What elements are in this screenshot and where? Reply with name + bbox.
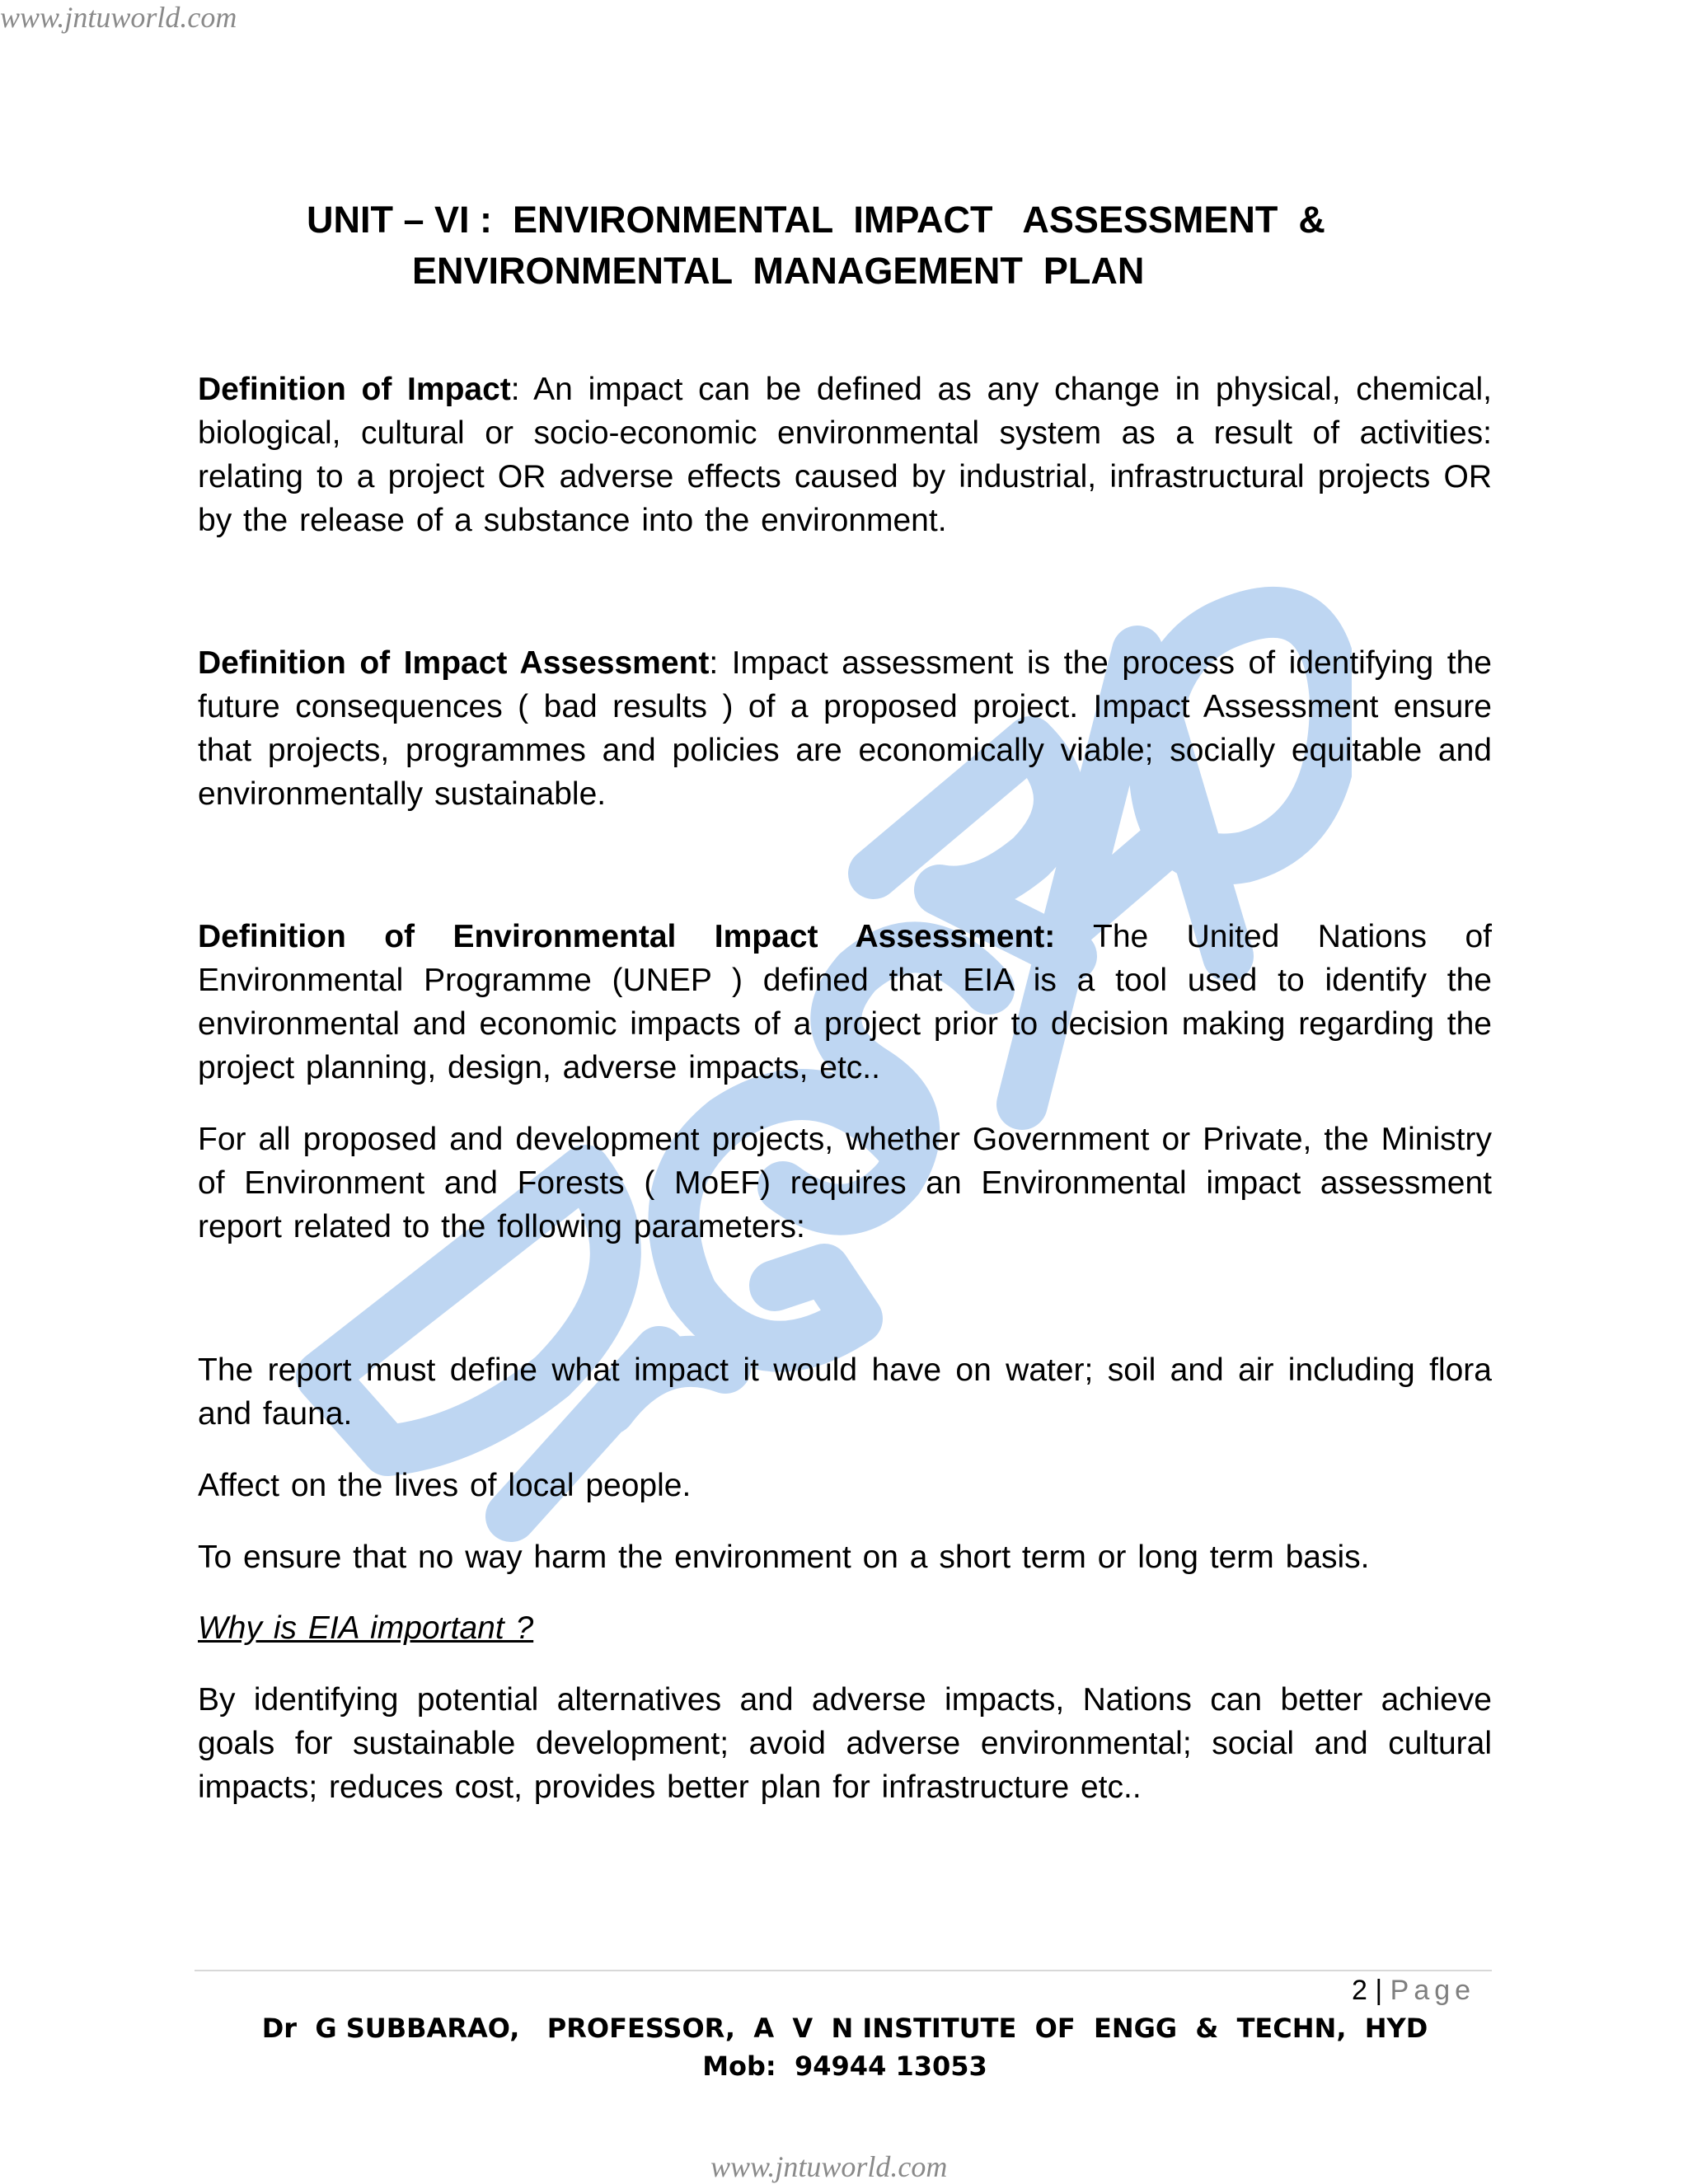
footer-mobile: Mob: 94944 13053 (702, 2050, 987, 2082)
site-watermark-bottom: www.jntuworld.com (710, 2150, 948, 2183)
footer-author: Dr G SUBBARAO, PROFESSOR, A V N INSTITUTE OF ENGG & TECHN, HYD (261, 2013, 1428, 2044)
definition-impact-label: Definition of Impact (198, 372, 511, 407)
why-eia-paragraph: By identifying potential alternatives and adverse impacts, Nations can better achieve goals for sustainable development; avoid adverse environmental; social and cultural impacts; reduces cost, provides better plan for infrastructure etc.. (198, 1682, 1492, 1805)
why-eia-heading-text: Why is EIA important ? (198, 1610, 534, 1646)
definition-eia (198, 915, 1492, 1090)
definition-impact-assessment-label: Definition of Impact Assessment (198, 645, 710, 681)
moef-requirement: For all proposed and development projects, whether Government or Private, the Ministry of Environment and Forests ( MoEF) requires an Environmental impact assessment report related to the following parameters: (198, 1122, 1492, 1244)
definition-impact (198, 368, 1492, 542)
no-harm-item: To ensure that no way harm the environment on a short term or long term basis. (198, 1540, 1370, 1575)
definition-eia-label: Definition of Environmental Impact Assessment: (198, 919, 1056, 954)
definition-eia-text: The United Nations of Environmental Programme (UNEP ) defined that EIA is a tool used to identify the environmental and economic impacts of a project prior to decision making regarding the project planning, design, adverse impacts, etc.. (198, 919, 1492, 1085)
report-impact-item: The report must define what impact it would have on water; soil and air including flora and fauna. (198, 1352, 1492, 1432)
page-label: Page (1390, 1975, 1476, 2006)
why-eia-heading (198, 1606, 1492, 1650)
title-line-1: UNIT – VI : ENVIRONMENTAL IMPACT ASSESSMENT & (307, 199, 1325, 241)
page-number (1352, 1975, 1475, 2007)
definition-impact-assessment (198, 641, 1492, 816)
page-number-separator: | (1367, 1975, 1390, 2006)
definition-impact-assessment-text: : Impact assessment is the process of identifying the future consequences ( bad results ) of a proposed project. Impact Assessment ensure that projects, programmes and policies are economically viable; socially equitable and environmentally sustainable. (198, 645, 1492, 812)
site-watermark-top: www.jntuworld.com (0, 1, 237, 34)
footer-divider (195, 1970, 1492, 1971)
local-people-item: Affect on the lives of local people. (198, 1468, 692, 1503)
title-line-2: ENVIRONMENTAL MANAGEMENT PLAN (412, 250, 1145, 292)
page-title (198, 194, 1492, 348)
definition-impact-text: : An impact can be defined as any change in physical, chemical, biological, cultural or socio-economic environmental system as a result of activities: relating to a project OR adverse effects caused by industrial, infrastructural projects OR by the release of a substance into the environment. (198, 372, 1492, 538)
page-number-value: 2 (1352, 1975, 1367, 2006)
